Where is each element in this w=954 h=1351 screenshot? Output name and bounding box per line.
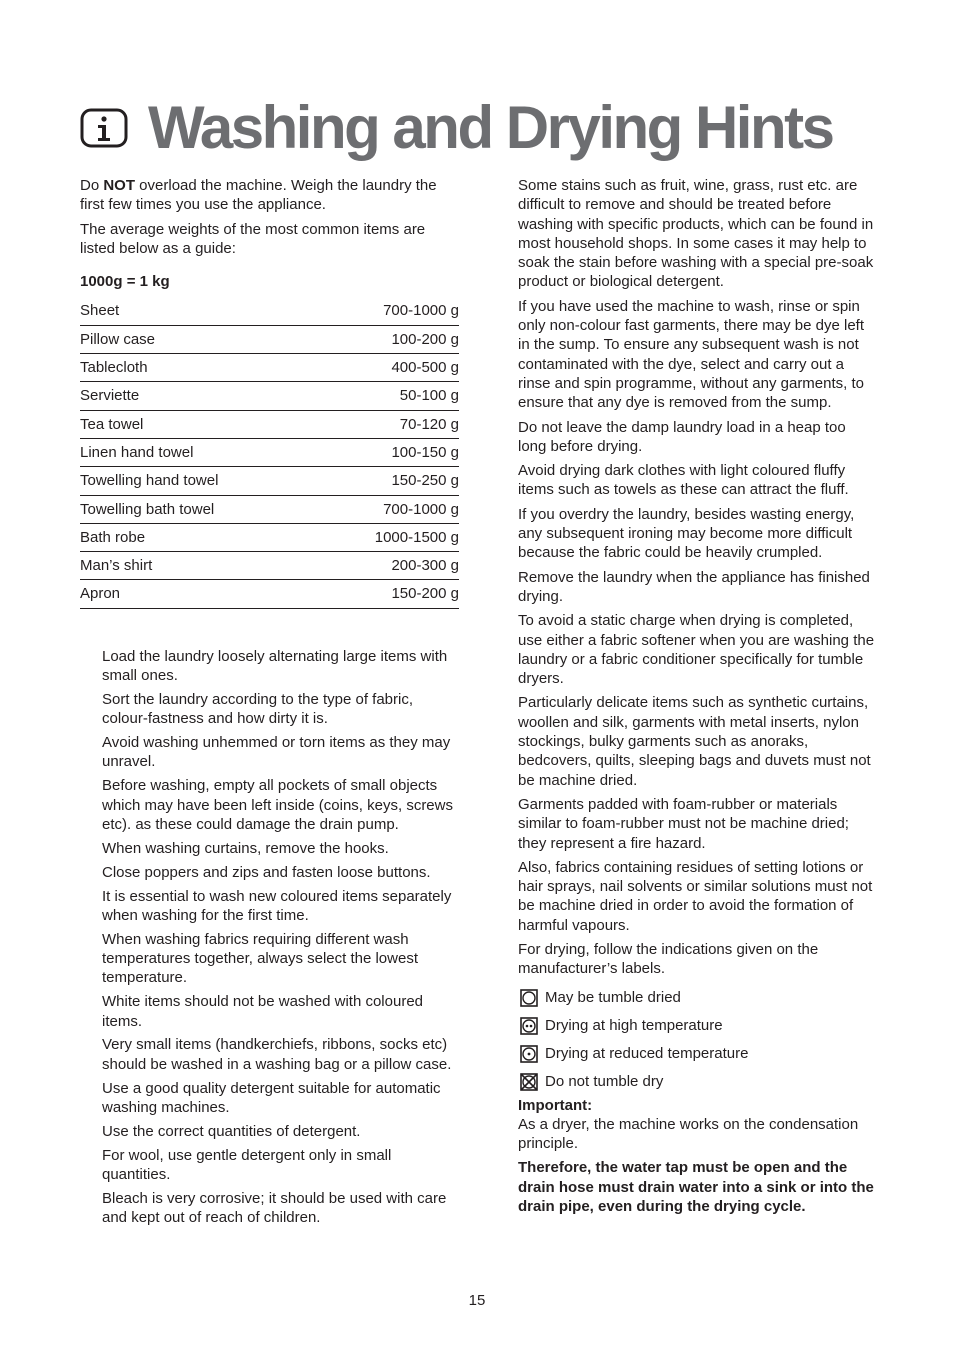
item-weight: 100-200 g	[316, 325, 459, 353]
important-heading: Important:	[518, 1096, 593, 1114]
tip-item: Avoid washing unhemmed or torn items as they may unravel.	[102, 734, 451, 771]
item-weight: 150-200 g	[316, 580, 459, 608]
tip-item: It is essential to wash new coloured items separately when washing for the first time.	[102, 887, 452, 924]
item-name: Apron	[80, 580, 316, 608]
hint-paragraph: Do not leave the damp laundry load in a heap too long before drying.	[518, 418, 846, 455]
tip-item: For wool, use gentle detergent only in small quantities.	[102, 1146, 392, 1183]
item-weight: 100-150 g	[316, 438, 459, 466]
tumble-dry-icon	[520, 989, 538, 1007]
tumble-dry-high-icon	[520, 1017, 538, 1035]
drain-warning: Therefore, the water tap must be open and the drain hose must drain water into a sink or into the drain pipe, even during the drying cycle.	[518, 1159, 874, 1216]
table-row	[80, 438, 459, 466]
table-row	[80, 382, 459, 410]
hint-paragraph: Garments padded with foam-rubber or materials similar to foam-rubber must not be machine dried; they represent a fire hazard.	[518, 795, 849, 852]
table-row	[80, 354, 459, 382]
right-column	[518, 176, 878, 1221]
table-row	[80, 552, 459, 580]
hint-paragraph: Particularly delicate items such as synthetic curtains, woollen and silk, garments with metal inserts, nylon stockings, bulky garments such as anoraks, bedcovers, quilts, sleeping bags and duvets must not be machine dried.	[518, 694, 871, 789]
table-row	[80, 495, 459, 523]
symbol-row	[518, 1012, 878, 1040]
symbol-row	[518, 1040, 878, 1068]
hint-paragraph: Some stains such as fruit, wine, grass, rust etc. are difficult to remove and should be treated before washing with specific products, which can be found in most household shops. In some cases it may help to soak the stain before washing with a special pre-soak product or biological detergent.	[518, 177, 874, 291]
item-name: Man’s shirt	[80, 552, 316, 580]
hint-paragraph: Also, fabrics containing residues of setting lotions or hair sprays, nail solvents or similar solutions must not be machine dried in order to avoid the formation of harmful vapours.	[518, 858, 873, 934]
item-weight: 50-100 g	[316, 382, 459, 410]
tip-item: Close poppers and zips and fasten loose buttons.	[102, 863, 431, 881]
tip-item: Load the laundry loosely alternating large items with small ones.	[102, 647, 448, 685]
tip-item: Bleach is very corrosive; it should be used with care and kept out of reach of children.	[102, 1189, 447, 1227]
tumble-dry-low-icon	[520, 1045, 538, 1063]
tip-item: When washing curtains, remove the hooks.	[102, 839, 389, 857]
do-not-tumble-dry-icon	[520, 1073, 538, 1091]
symbol-row	[518, 1068, 878, 1096]
item-name: Linen hand towel	[80, 438, 316, 466]
intro-paragraph-2: The average weights of the most common items are listed below as a guide:	[80, 220, 426, 257]
hint-paragraph: If you have used the machine to wash, rinse or spin only non-colour fast garments, there may be dye left in the sump. To ensure any subsequent wash is not contaminated with the dye, select and carry out a rinse and spin programme, without any garments, to ensure that any dye is removed from the sump.	[518, 297, 865, 412]
item-name: Towelling hand towel	[80, 467, 316, 495]
item-name: Bath robe	[80, 523, 316, 551]
tip-item: Before washing, empty all pockets of small objects which may have been left inside (coins, keys, screws etc). as these could damage the drain pump.	[102, 777, 453, 833]
item-weight: 700-1000 g	[316, 495, 459, 523]
item-name: Towelling bath towel	[80, 495, 316, 523]
item-weight: 150-250 g	[316, 467, 459, 495]
tip-item: When washing fabrics requiring different wash temperatures together, always select the lowest temperature.	[102, 930, 418, 987]
hint-paragraph: For drying, follow the indications given on the manufacturer’s labels.	[518, 940, 819, 978]
table-row	[80, 523, 459, 551]
item-weight: 400-500 g	[316, 354, 459, 382]
item-name: Tea towel	[80, 410, 316, 438]
item-name: Pillow case	[80, 325, 316, 353]
item-name: Sheet	[80, 297, 316, 325]
table-row	[80, 467, 459, 495]
item-weight: 700-1000 g	[316, 297, 459, 325]
item-weight: 70-120 g	[316, 410, 459, 438]
table-row	[80, 410, 459, 438]
intro-paragraph: Do NOT overload the machine. Weigh the laundry the first few times you use the appliance.	[80, 177, 437, 214]
symbol-label: Drying at high temperature	[545, 1016, 723, 1034]
table-row	[80, 580, 459, 608]
tip-item: Very small items (handkerchiefs, ribbons, socks etc) should be washed in a washing bag or a pillow case.	[102, 1036, 452, 1073]
info-icon	[80, 108, 128, 148]
table-row	[80, 297, 459, 325]
item-name: Tablecloth	[80, 354, 316, 382]
symbol-label: Do not tumble dry	[545, 1072, 664, 1090]
left-column	[80, 176, 460, 1232]
drying-hints	[518, 176, 878, 979]
hint-paragraph: Avoid drying dark clothes with light coloured fluffy items such as towels as these can attract the fluff.	[518, 462, 849, 499]
page-title: Washing and Drying Hints	[148, 94, 833, 161]
table-row	[80, 325, 459, 353]
hint-paragraph: If you overdry the laundry, besides wasting energy, any subsequent ironing may become more difficult because the fabric could be heavily crumpled.	[518, 505, 855, 562]
symbol-row	[518, 984, 878, 1012]
item-weight: 200-300 g	[316, 552, 459, 580]
tip-item: Sort the laundry according to the type of fabric, colour-fastness and how dirty it is.	[102, 690, 414, 728]
weights-heading: 1000g = 1 kg	[80, 273, 170, 291]
symbol-label: May be tumble dried	[545, 988, 681, 1006]
page-header	[80, 88, 832, 168]
tip-item: Use a good quality detergent suitable for automatic washing machines.	[102, 1079, 441, 1116]
symbol-label: Drying at reduced temperature	[545, 1044, 749, 1062]
tip-item: Use the correct quantities of detergent.	[102, 1122, 361, 1140]
care-symbols-list	[518, 984, 878, 1096]
washing-tips	[80, 647, 460, 1228]
hint-paragraph: To avoid a static charge when drying is completed, use either a fabric softener when you are washing the laundry or a fabric conditioner specifically for tumble dryers.	[518, 612, 875, 688]
tip-item: White items should not be washed with coloured items.	[102, 993, 424, 1030]
important-text: As a dryer, the machine works on the condensation principle.	[518, 1115, 859, 1153]
page-number: 15	[468, 1292, 486, 1309]
weights-table	[80, 297, 459, 608]
hint-paragraph: Remove the laundry when the appliance has finished drying.	[518, 568, 870, 605]
item-weight: 1000-1500 g	[316, 523, 459, 551]
item-name: Serviette	[80, 382, 316, 410]
